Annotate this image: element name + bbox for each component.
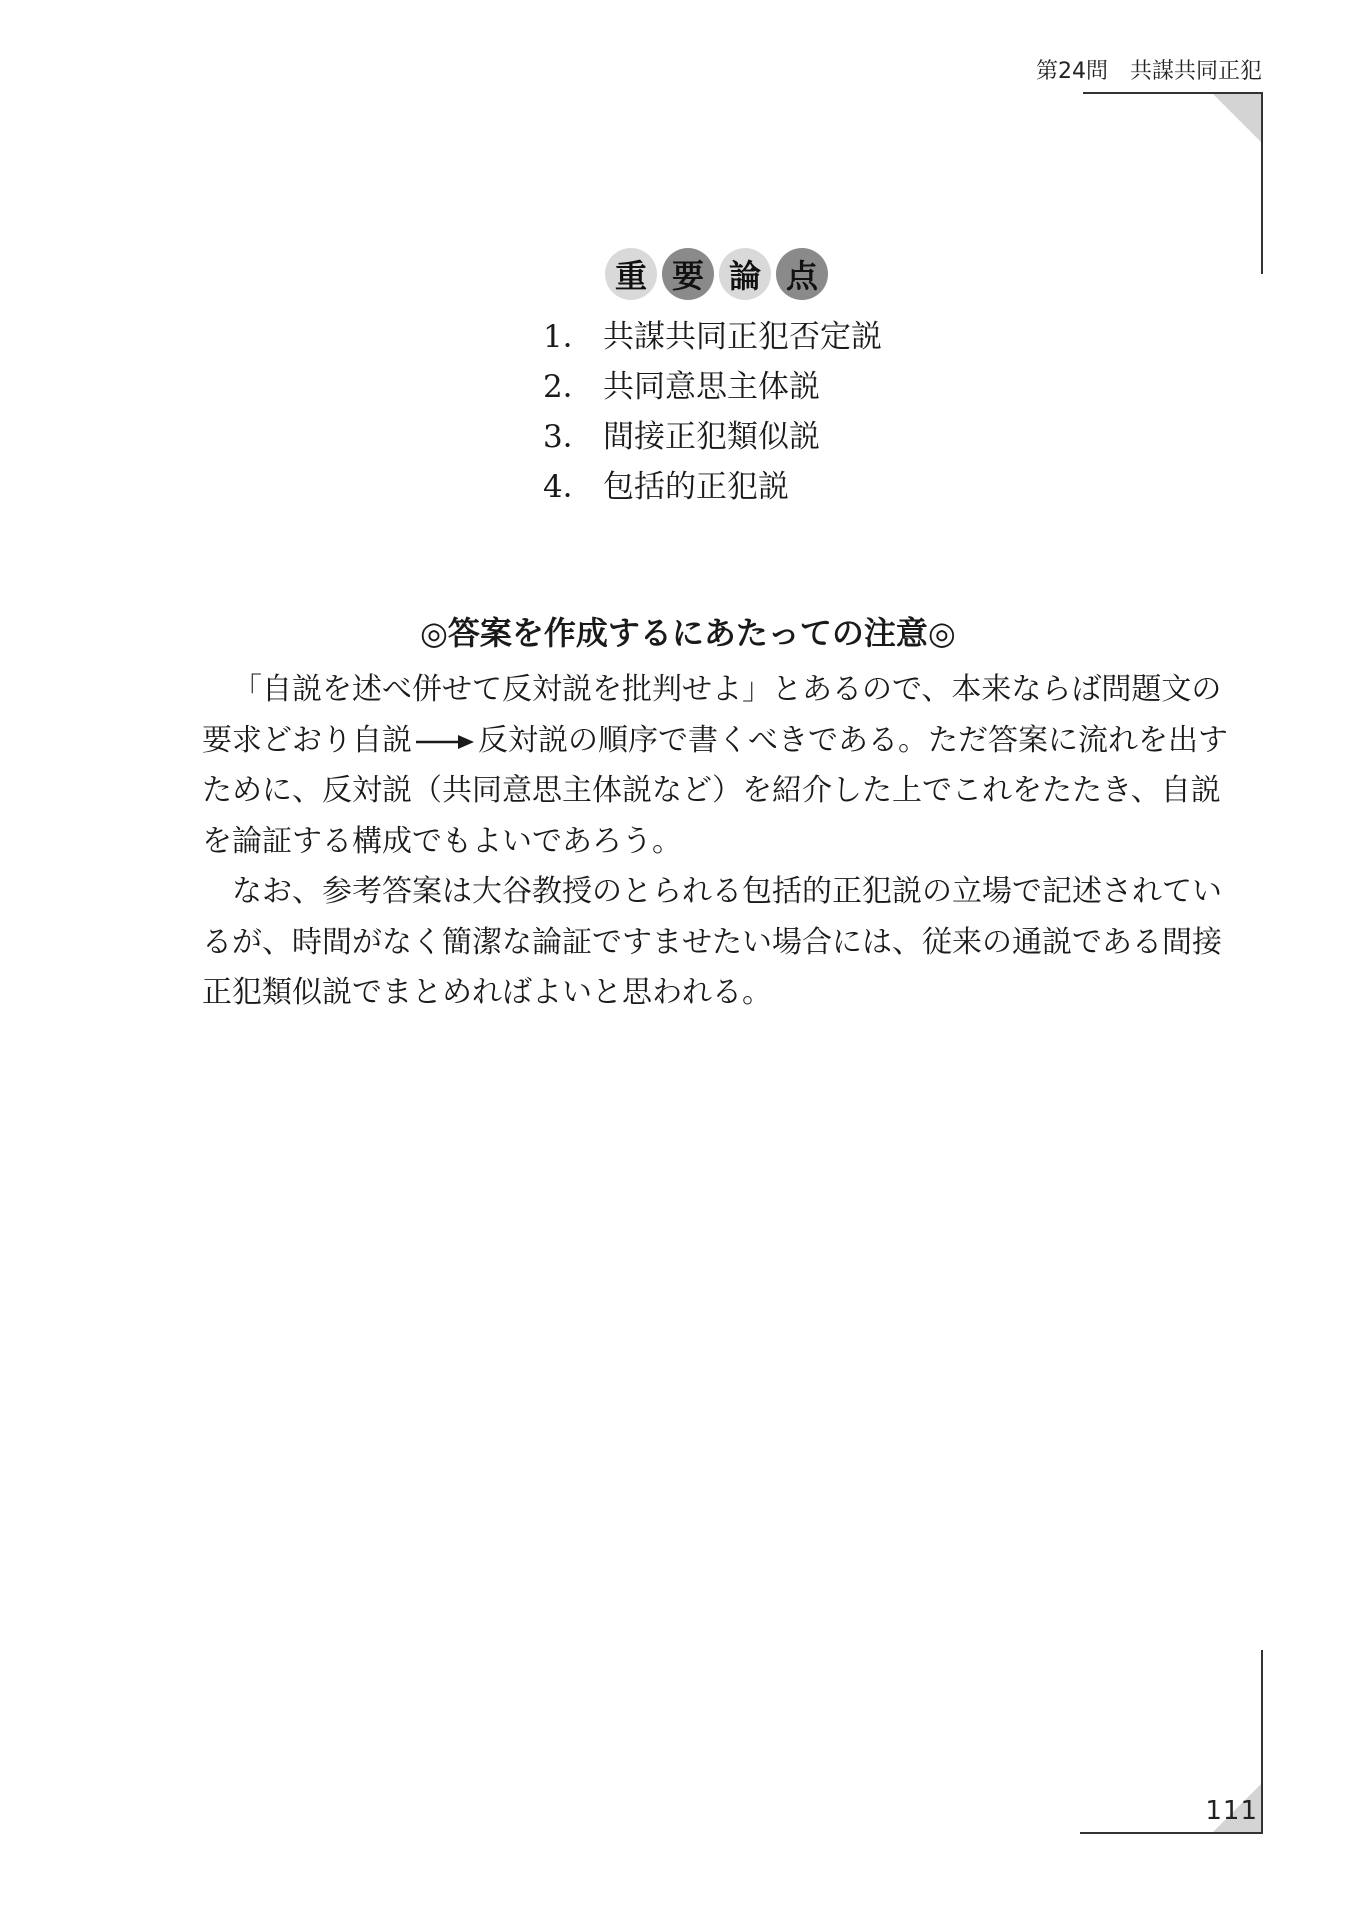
item-label: 間接正犯類似説 [603,419,820,455]
notes-p1-before: 「自説を述べ併せて反対説を批判せよ」とあるので、本来ならば問題文の要求どおり自説 [202,672,1222,758]
list-item [543,462,882,512]
page-number: 111 [1205,1796,1258,1826]
chapter-number: 第24問 [1035,59,1108,84]
footer-side-rule [1261,1650,1263,1834]
item-number: 2． [543,369,594,405]
corner-triangle-top [1213,94,1261,142]
heading-char-4: 点 [776,248,828,300]
list-item [543,412,882,462]
heading-char-2: 要 [662,248,714,300]
heading-char-3: 論 [719,248,771,300]
item-label: 共同意思主体説 [603,369,820,405]
notes-body [202,665,1232,1019]
item-number: 4． [543,469,594,505]
item-label: 共謀共同正犯否定説 [603,319,882,355]
list-item [543,362,882,412]
list-item [543,312,882,362]
right-arrow-icon [414,732,476,752]
item-label: 包括的正犯説 [603,469,789,505]
notes-paragraph-2: なお、参考答案は大谷教授のとられる包括的正犯説の立場で記述されているが、時間がなく簡潔な論証ですませたい場合には、従来の通説である間接正犯類似説でまとめればよいと思われる。 [202,874,1222,1010]
running-header [1036,54,1262,85]
header-side-rule [1261,92,1263,274]
notes-heading: ◎答案を作成するにあたっての注意◎ [420,614,956,652]
footer-rule [1080,1832,1263,1834]
key-points-heading [605,248,828,300]
notes-paragraph-1 [202,665,1232,867]
chapter-title: 共謀共同正犯 [1129,59,1262,84]
item-number: 3． [543,419,594,455]
key-points-list [543,312,882,512]
notes-p1-after: 反対説の順序で書くべきである。ただ答案に流れを出すために、反対説（共同意思主体説など）を紹介した上でこれをたたき、自説を論証する構成でもよいであろう。 [202,722,1228,859]
heading-char-1: 重 [605,248,657,300]
item-number: 1． [543,319,594,355]
header-rule [1083,92,1263,94]
